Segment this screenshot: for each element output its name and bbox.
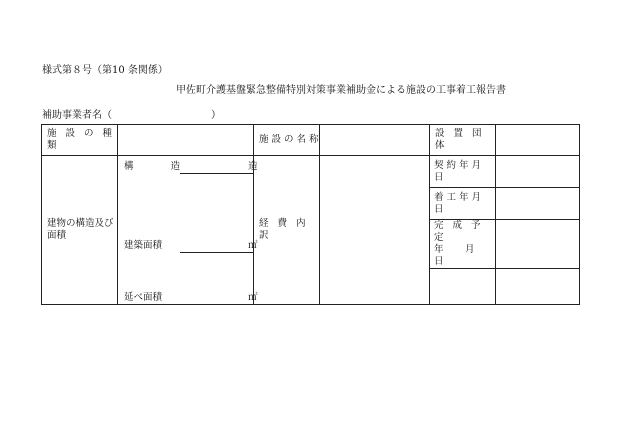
- building-area-underline[interactable]: [180, 252, 254, 253]
- form-number: 様式第８号（第10 条関係）: [42, 65, 168, 76]
- structure-underline[interactable]: [180, 173, 254, 174]
- facility-type-label: 施 設 の 種 類: [42, 125, 118, 156]
- structure-label: 構 造: [124, 161, 187, 172]
- contract-date-value[interactable]: [496, 156, 580, 188]
- blank-label-cell: [430, 269, 496, 305]
- expense-breakdown-value[interactable]: [320, 156, 430, 305]
- total-floor-area-underline[interactable]: [180, 304, 254, 305]
- blank-value-cell[interactable]: [496, 269, 580, 305]
- completion-planned-cell: [430, 220, 496, 269]
- total-floor-area-label: 延べ面積: [124, 292, 163, 303]
- facility-type-value[interactable]: [118, 125, 254, 156]
- document-title: 甲佐町介護基盤緊急整備特別対策事業補助金による施設の工事着工報告書: [176, 85, 506, 96]
- completion-planned-label: 完 成 予 定: [434, 220, 484, 243]
- building-area-label: 建築面積: [124, 240, 163, 251]
- structure-suffix: 造: [248, 161, 258, 172]
- start-date-label: 着工年月日: [430, 188, 496, 220]
- structure-area-cell: [118, 156, 258, 305]
- applicant-name-close: ）: [211, 110, 221, 121]
- establishing-body-label: 設 置 団 体: [430, 125, 496, 156]
- facility-name-value[interactable]: [320, 125, 430, 156]
- completion-date-label: 年 月 日: [434, 244, 497, 267]
- facility-name-label: 施 設 の 名 称: [254, 125, 320, 156]
- construction-report-table: [41, 124, 580, 305]
- contract-date-label: 契約年月日: [430, 156, 496, 188]
- expense-breakdown-label: 経 費 内 訳: [254, 156, 320, 305]
- total-floor-area-unit: ㎡: [248, 292, 258, 303]
- start-date-value[interactable]: [496, 188, 580, 220]
- establishing-body-value[interactable]: [496, 125, 580, 156]
- completion-date-value[interactable]: [496, 220, 580, 269]
- applicant-name-label: 補助事業者名（: [42, 110, 112, 121]
- structure-area-label: 建物の構造及び面積: [42, 156, 118, 305]
- building-area-unit: ㎡: [248, 240, 258, 251]
